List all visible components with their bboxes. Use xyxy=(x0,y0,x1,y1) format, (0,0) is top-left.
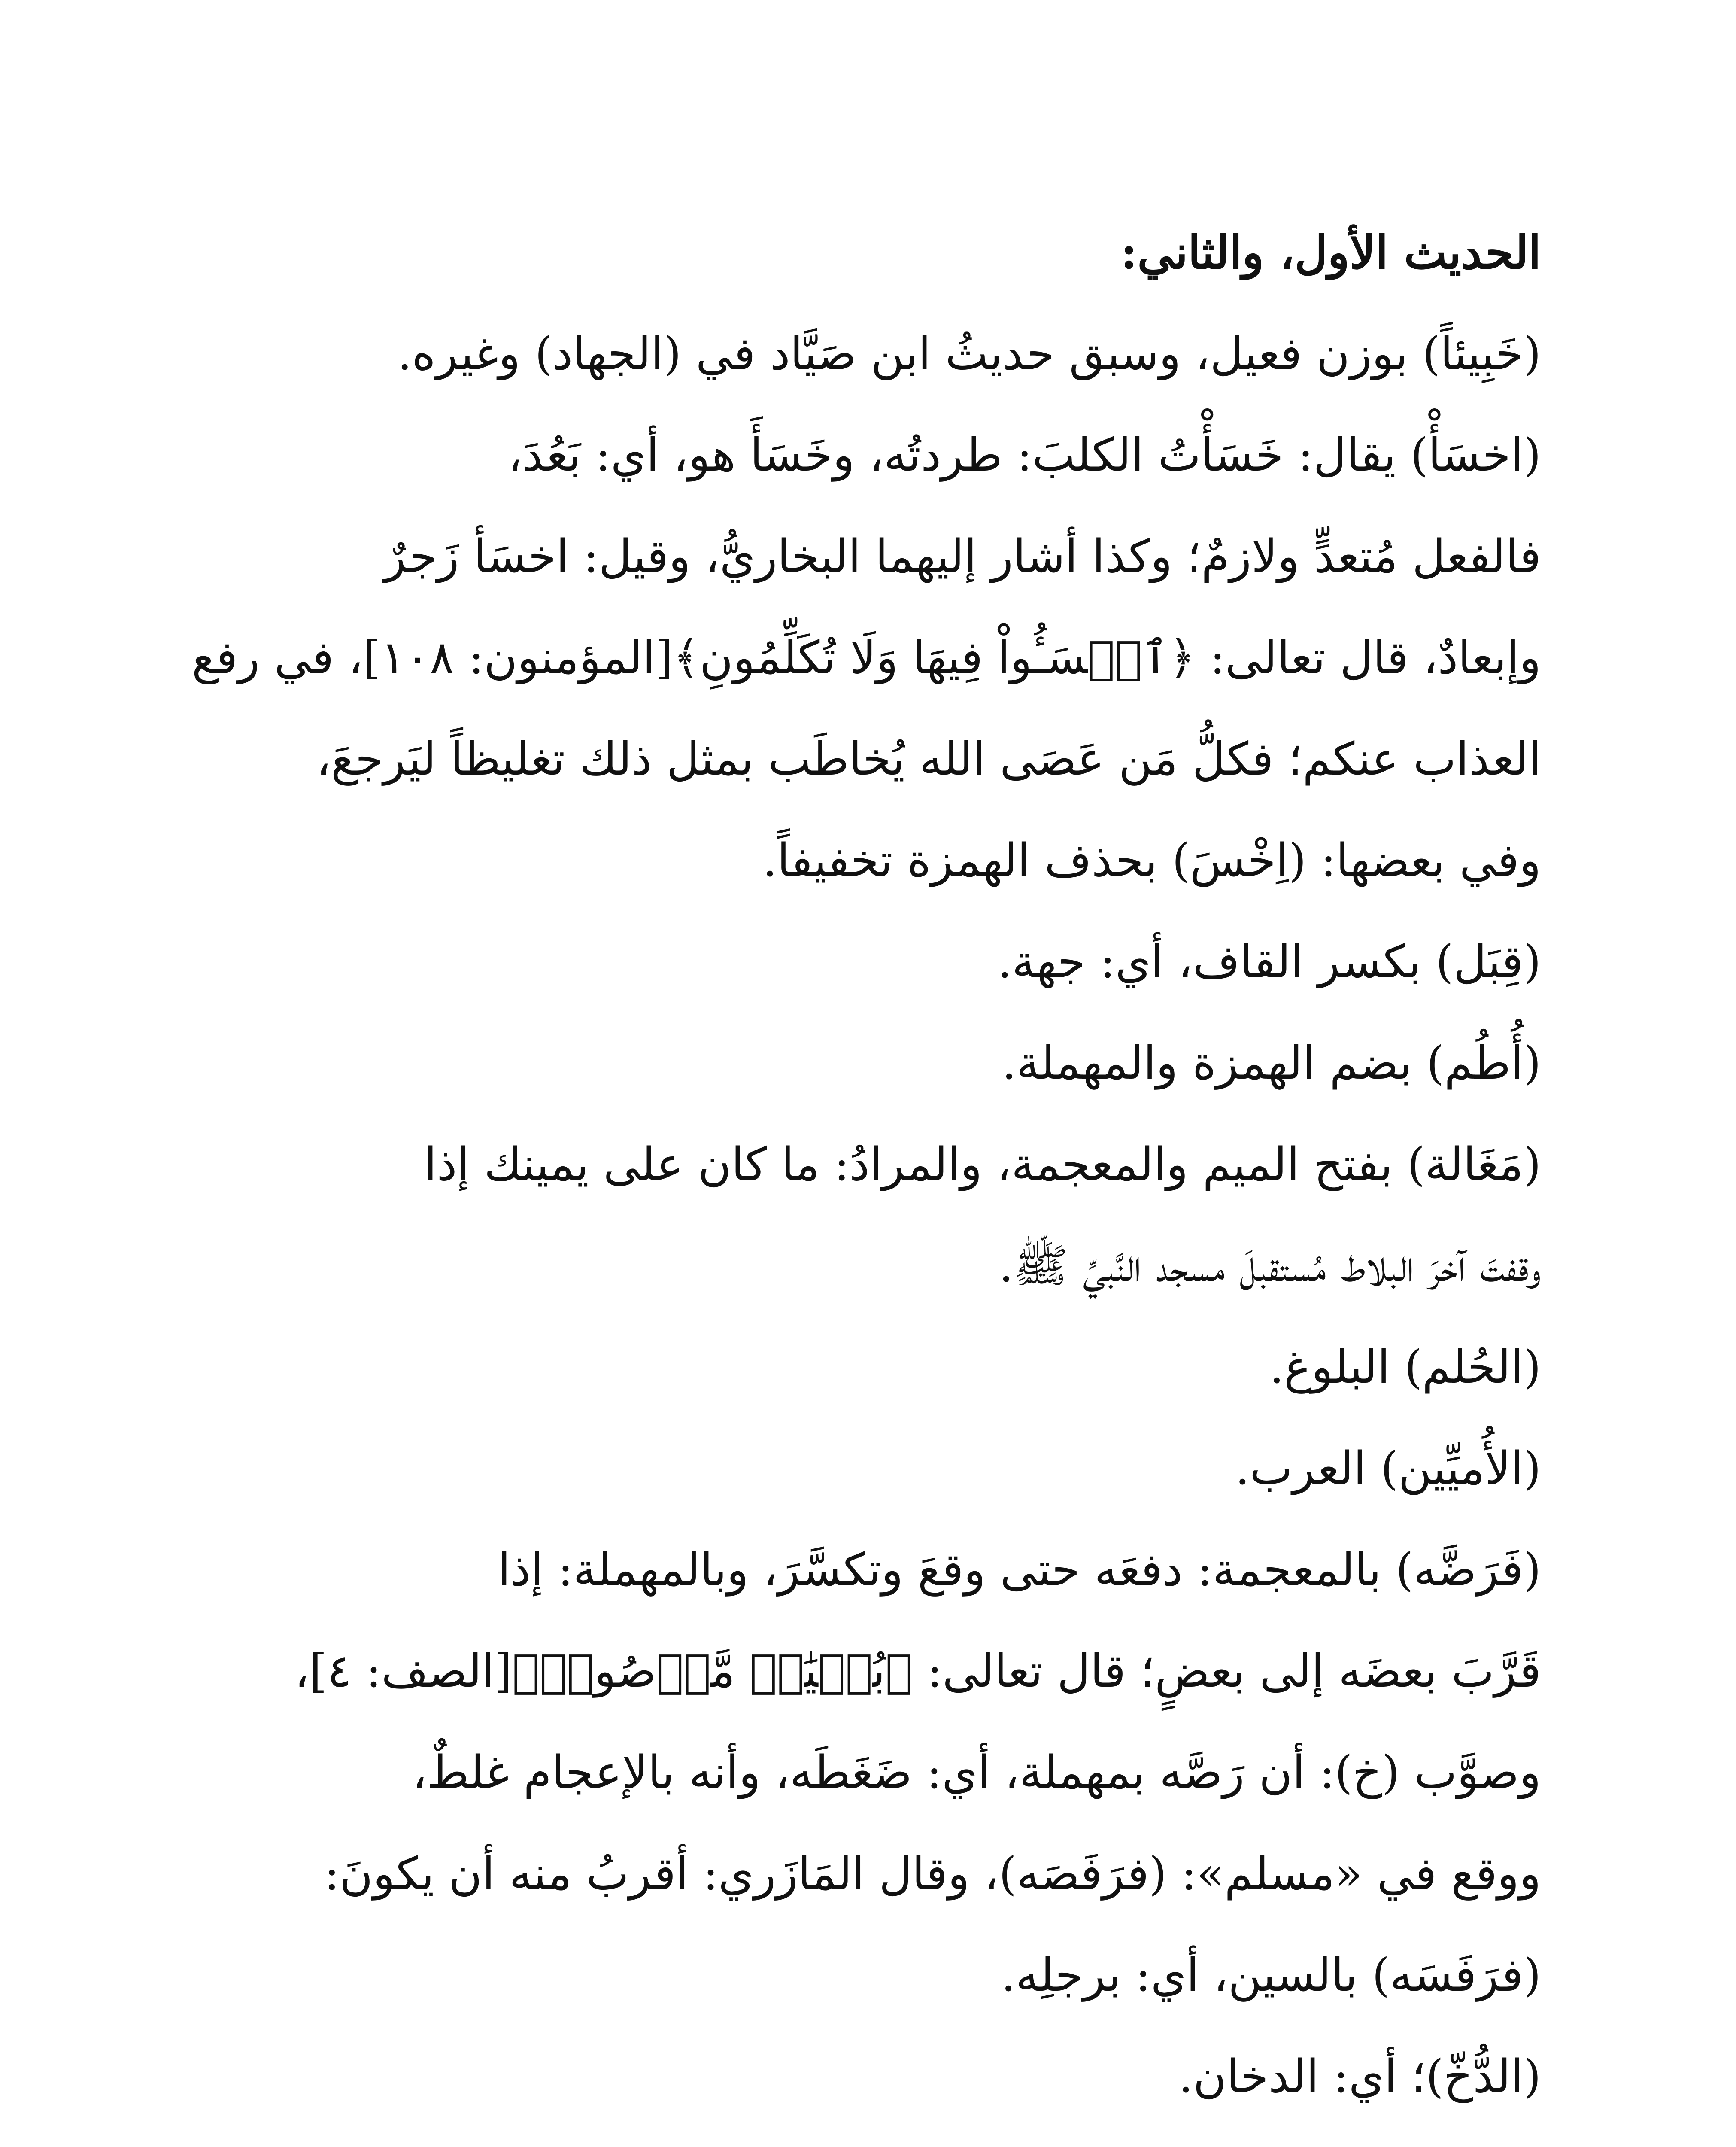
text-line: ووقع في «مسلم»: (فرَفَصَه)، وقال المَازَري: أقربُ منه أن يكونَ: xyxy=(324,1847,1541,1900)
text-line: وقفتَ آخرَ البلاط مُستقبلَ مسجد النَّبيِّ ﷺ. xyxy=(999,1239,1541,1292)
text-line: (أُطُم) بضم الهمزة والمهملة. xyxy=(1002,1037,1541,1089)
text-line: (الدُّخّ)؛ أي: الدخان. xyxy=(1178,2050,1541,2103)
text-line: (فَرَضَّه) بالمعجمة: دفعَه حتى وقعَ وتكسَّرَ، وبالمهملة: إذا xyxy=(498,1543,1541,1596)
text-line xyxy=(258,2127,1541,2147)
text-line: وصوَّب (خ): أن رَصَّه بمهملة، أي: ضَغَطَه، وأنه بالإعجام غلطٌ، xyxy=(412,1746,1541,1799)
text-line: وفي بعضها: (اِخْسَ) بحذف الهمزة تخفيفاً. xyxy=(762,834,1541,887)
text-line: قَرَّبَ بعضَه إلى بعضٍ؛ قال تعالى: ﴿بُنۡيَٰنٞ مَّرۡصُوصٞ﴾[الصف: ٤]، xyxy=(294,1645,1541,1697)
text-line: وإبعادٌ، قال تعالى: ﴿ٱخۡسَـُٔواْ فِيهَا وَلَا تُكَلِّمُونِ﴾[المؤمنون: ١٠٨]، في رفع xyxy=(191,631,1541,684)
text-line: (مَغَالة) بفتح الميم والمعجمة، والمرادُ: ما كان على يمينك إذا xyxy=(424,1138,1541,1191)
text-line: (فرَفَسَه) بالسين، أي: برجلِه. xyxy=(1001,1949,1541,2001)
text-line: (الحُلم) البلوغ. xyxy=(1269,1341,1541,1393)
text-line: (خَبِيئاً) بوزن فعيل، وسبق حديثُ ابن صَيَّاد في (الجهاد) وغيره. xyxy=(397,327,1541,380)
text-line: (اخسَأْ) يقال: خَسَأْتُ الكلبَ: طردتُه، وخَسَأَ هو، أي: بَعُدَ، xyxy=(507,429,1541,481)
section-heading: الحديث الأول، والثاني: xyxy=(1120,225,1541,279)
text-line: (الأُميِّين) العرب. xyxy=(1235,1442,1541,1495)
body-text xyxy=(191,202,1541,2147)
text-line: (قِبَل) بكسر القاف، أي: جهة. xyxy=(997,935,1541,988)
text-line: فالفعل مُتعدٍّ ولازمٌ؛ وكذا أشار إليهما البخاريُّ، وقيل: اخسَأ زَجرٌ xyxy=(384,530,1541,583)
text-line: العذاب عنكم؛ فكلُّ مَن عَصَى الله يُخاطَب بمثل ذلك تغليظاً ليَرجعَ، xyxy=(316,733,1541,785)
